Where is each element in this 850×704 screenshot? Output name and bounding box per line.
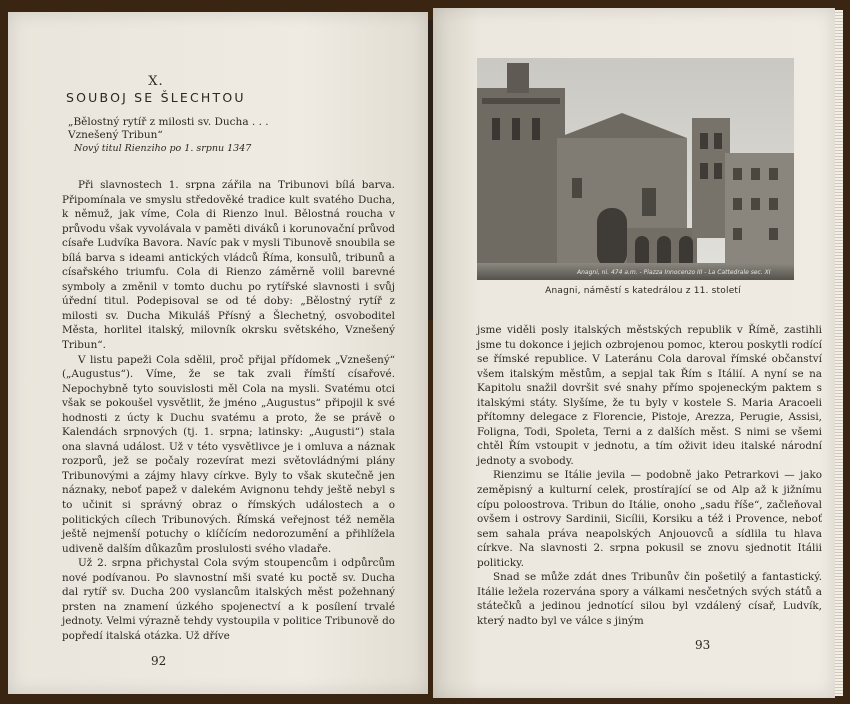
paragraph: jsme viděli posly italských městských republik v Římě, zastihli jsme tu dokonce i jejich ozbrojenou pomoc, kterou poskytli rodící se římské republice. V Lateránu Cola daroval římské občanství všem italským městům, a sepjal tak Řím s Itálií. A nyní se na Kapitolu snažil dovršit své snahy přímo spojeneckým paktem s italskými státy. Slyšíme, že tu byly v kostele S. Maria Aracoeli přítomny delegace z Florencie, Pistoje, Arezza, Perugie, Assisi, Foligna, Todi, Spoleta, Terni a z dalších měst. S nimi se všemi chtěl Řím vstoupit v jednotu, a tím oživit ideu italské národní jednoty a svobody. [477,324,822,467]
epigraph-quote-line2: Vznešený Tribun“ [68,129,163,141]
page-edges [835,10,843,696]
left-body-text [62,178,395,644]
epigraph-note: Nový titul Rienziho po 1. srpnu 1347 [74,143,252,154]
paragraph: Už 2. srpna přichystal Cola svým stoupencům i odpůrcům nové podívanou. Po slavnostní mši svaté ku poctě sv. Ducha dal rytíř sv. Ducha 200 vyslancům italských měst požehnaný prsten na znamení úzkého spojenectví a k posílení trvalé jednoty. Velmi výrazně tehdy vystoupila v politice Tribunově do popředí italská otázka. Už dříve [62,557,395,642]
left-page [8,12,428,694]
chapter-number: X. [148,74,164,89]
right-body-text [477,323,822,628]
paragraph: V listu papeži Cola sdělil, proč přijal přídomek „Vznešený“ („Augustus“). Víme, že se tak zvali římští císařové. Nepochybně tyto souvislosti měl Cola na mysli. Svatému otci však se pokoušel vysvětlit, že jméno „Augustus“ připojil k své hodnosti z úcty k Duchu svatému a proto, že se právě o Kalendách srpnových (tj. 1. srpna; latinsky: „Augusti“) stala ona slavná událost. Už v této vysvětlivce je i omluva a náznak rozporů, jež se počaly rozevírat mezi světovládnými plány Tribunovými a zájmy hlavy církve. Byly to však skutečně jen náznaky, neboť papež v dalekém Avignonu tehdy ještě nebyl s to učinit si správný obraz o římských událostech a o politických cílech Tribunových. Římská veřejnost též neměla ještě nejmenší potuchy o klíčícím nedorozumění a přihlížela udiveně dalším důkazům proslulosti svého vladaře. [62,353,395,555]
epigraph-quote-line1: „Bělostný rytíř z milosti sv. Ducha . . . [68,116,269,128]
photo-inscription: Anagni, ni. 474 a.m. - Piazza Innocenzo III - La Cattedrale sec. XI [577,269,771,276]
right-page [433,8,835,698]
page-number-right: 93 [695,638,711,652]
cathedral-photo [477,58,794,280]
chapter-title: SOUBOJ SE ŠLECHTOU [66,90,246,105]
paragraph: Snad se může zdát dnes Tribunův čin pošetilý a fantastický. Itálie ležela rozervána spory a válkami nesčetných svých států a státečků a jedinou jednotící silou byl vzdálený císař, Ludvík, který nadto byl ve válce s jiným [477,571,822,627]
paragraph: Při slavnostech 1. srpna zářila na Tribunovi bílá barva. Připomínala ve smyslu středověké tradice kult svatého Ducha, k němuž, jak víme, Cola di Rienzo lnul. Bělostná roucha v průvodu však vyvolávala v paměti diváků i korunovační průvod císaře Ludvíka Bavora. Navíc pak v mysli Tibunově snoubila se bílá barva s ideami antických vládců Říma, konsulů, tribunů a císařského triumfu. Cola di Rienzo záměrně volil barevné symboly a změnil v tomto duchu po rytířské slavnosti i svůj úřední titul. Podepisoval se od té doby: „Bělostný rytíř z milosti sv. Ducha Mikuláš Přísný a Šlechetný, osvoboditel Města, horlitel italský, milovník okrsku světského, Vznešený Tribun“. [62,179,395,352]
photo-caption: Anagni, náměstí s katedrálou z 11. století [545,286,741,296]
epigraph [68,116,398,155]
page-number-left: 92 [151,654,167,668]
paragraph: Rienzimu se Itálie jevila — podobně jako Petrarkovi — jako zeměpisný a kulturní celek, prostírající se od Alp až k jižnímu cípu poloostrova. Tribun do Itálie, onoho „sadu říše“, začleňoval ovšem i ostrovy Sardinii, Sicílii, Korsiku a též i Provence, neboť sem sahala práva neapolských Anjouovců a sídlila tu hlava církve. Na slavnosti 2. srpna pokusil se znovu sjednotit Itálii politicky. [477,469,822,569]
photo-illustration [477,58,794,280]
